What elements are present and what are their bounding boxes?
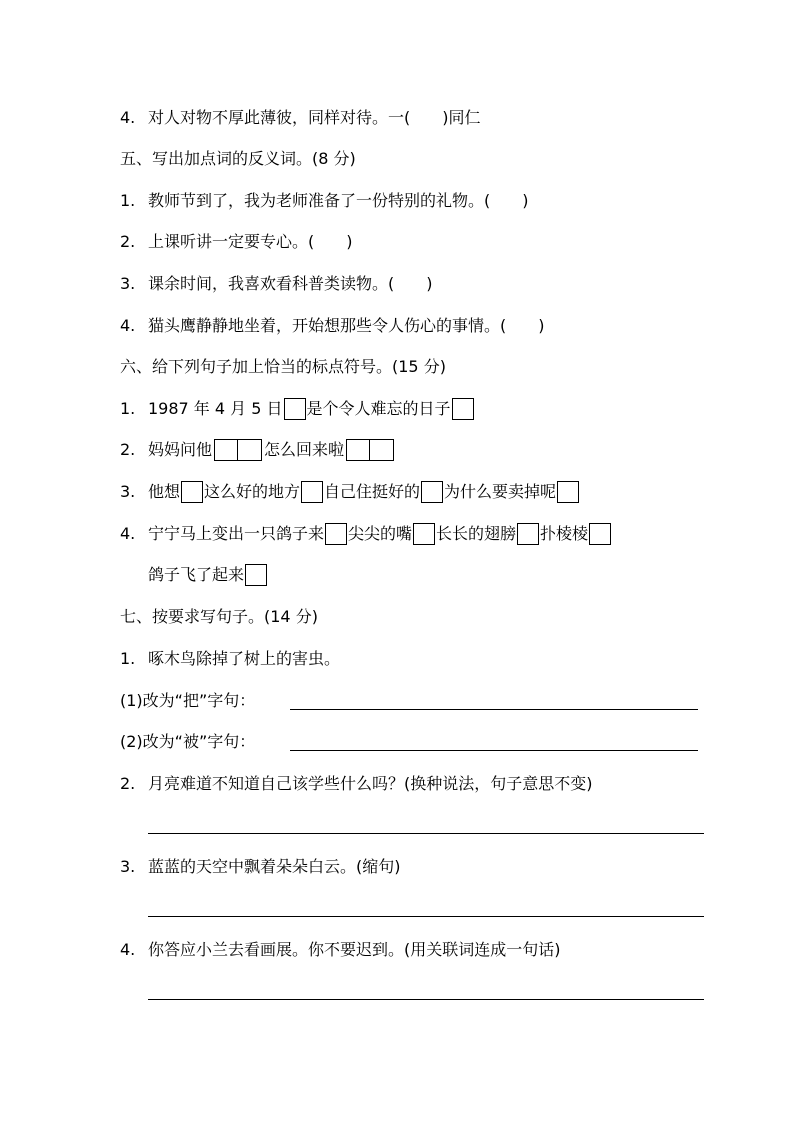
sentence-fragment: 自己住挺好的 bbox=[324, 482, 421, 501]
punctuation-box[interactable] bbox=[181, 481, 203, 503]
section-7-title: 七、按要求写句子。(14 分) bbox=[120, 607, 318, 626]
rewrite-item-4 bbox=[120, 939, 561, 961]
punctuation-box[interactable] bbox=[452, 398, 474, 420]
item-number: 3. bbox=[120, 274, 136, 293]
sentence-fragment: 他想 bbox=[148, 482, 181, 501]
punctuation-item-2 bbox=[120, 439, 396, 461]
antonym-item-2 bbox=[120, 231, 353, 253]
item-number: 2. bbox=[120, 232, 136, 251]
item-number: 4. bbox=[120, 524, 136, 543]
sentence-fragment: 妈妈问他 bbox=[148, 440, 213, 459]
item-number: 4. bbox=[120, 108, 136, 127]
item-text: 对人对物不厚此薄彼，同样对待。一( )同仁 bbox=[148, 108, 481, 127]
sentence-fragment: 是个令人难忘的日子 bbox=[306, 399, 451, 418]
answer-line[interactable] bbox=[148, 999, 704, 1000]
answer-line[interactable] bbox=[148, 916, 704, 917]
sentence-fragment: 怎么回来啦 bbox=[264, 440, 345, 459]
punctuation-box[interactable] bbox=[370, 439, 394, 461]
punctuation-item-4-continued bbox=[148, 564, 268, 586]
punctuation-box[interactable] bbox=[301, 481, 323, 503]
item-number: 2. bbox=[120, 440, 136, 459]
punctuation-box[interactable] bbox=[214, 439, 238, 461]
answer-line[interactable] bbox=[290, 709, 698, 710]
punctuation-box[interactable] bbox=[245, 564, 267, 586]
answer-line[interactable] bbox=[290, 750, 698, 751]
rewrite-item-3 bbox=[120, 856, 401, 878]
sentence-fragment: 为什么要卖掉呢 bbox=[444, 482, 557, 501]
punctuation-box[interactable] bbox=[325, 523, 347, 545]
punctuation-box[interactable] bbox=[517, 523, 539, 545]
item-text[interactable]: 猫头鹰静静地坐着，开始想那些令人伤心的事情。( ) bbox=[148, 316, 545, 335]
punctuation-box[interactable] bbox=[238, 439, 262, 461]
sentence-fragment: 鸽子飞了起来 bbox=[148, 565, 245, 584]
item-number: 3. bbox=[120, 482, 136, 501]
antonym-item-1 bbox=[120, 190, 529, 212]
item-text[interactable]: 上课听讲一定要专心。( ) bbox=[148, 232, 353, 251]
idiom-item-4 bbox=[120, 107, 481, 129]
punctuation-item-3 bbox=[120, 481, 580, 503]
sentence-fragment: 长长的翅膀 bbox=[436, 524, 517, 543]
sentence-fragment: 宁宁马上变出一只鸽子来 bbox=[148, 524, 325, 543]
antonym-item-4 bbox=[120, 315, 545, 337]
punctuation-box[interactable] bbox=[421, 481, 443, 503]
section-6-title: 六、给下列句子加上恰当的标点符号。(15 分) bbox=[120, 357, 446, 376]
answer-line[interactable] bbox=[148, 833, 704, 834]
item-number: 1. bbox=[120, 191, 136, 210]
punctuation-box[interactable] bbox=[346, 439, 370, 461]
sentence-fragment: 1987 年 4 月 5 日 bbox=[148, 399, 283, 418]
punctuation-box[interactable] bbox=[284, 398, 306, 420]
item-number: 1. bbox=[120, 649, 136, 668]
rewrite-item-1 bbox=[120, 648, 340, 670]
sentence-fragment: 扑棱棱 bbox=[540, 524, 589, 543]
punctuation-box[interactable] bbox=[413, 523, 435, 545]
item-text: 蓝蓝的天空中飘着朵朵白云。(缩句) bbox=[148, 857, 401, 876]
item-text: 啄木鸟除掉了树上的害虫。 bbox=[148, 649, 341, 668]
punctuation-item-4 bbox=[120, 523, 612, 545]
item-number: 1. bbox=[120, 399, 136, 418]
sentence-fragment: 这么好的地方 bbox=[204, 482, 301, 501]
punctuation-box-pair bbox=[214, 439, 262, 461]
antonym-item-3 bbox=[120, 273, 433, 295]
rewrite-sub-2-label: (2)改为“被”字句： bbox=[120, 732, 256, 751]
rewrite-item-2 bbox=[120, 773, 593, 795]
punctuation-item-1 bbox=[120, 398, 475, 420]
punctuation-box[interactable] bbox=[557, 481, 579, 503]
item-text[interactable]: 教师节到了，我为老师准备了一份特别的礼物。( ) bbox=[148, 191, 529, 210]
item-text: 你答应小兰去看画展。你不要迟到。(用关联词连成一句话) bbox=[148, 940, 561, 959]
punctuation-box[interactable] bbox=[589, 523, 611, 545]
item-number: 4. bbox=[120, 316, 136, 335]
section-5-title: 五、写出加点词的反义词。(8 分) bbox=[120, 149, 356, 168]
item-number: 4. bbox=[120, 940, 136, 959]
sentence-fragment: 尖尖的嘴 bbox=[348, 524, 413, 543]
item-number: 3. bbox=[120, 857, 136, 876]
rewrite-sub-1-label: (1)改为“把”字句： bbox=[120, 691, 256, 710]
item-text: 月亮难道不知道自己该学些什么吗？(换种说法，句子意思不变) bbox=[148, 774, 593, 793]
item-text[interactable]: 课余时间，我喜欢看科普类读物。( ) bbox=[148, 274, 433, 293]
punctuation-box-pair bbox=[346, 439, 394, 461]
item-number: 2. bbox=[120, 774, 136, 793]
